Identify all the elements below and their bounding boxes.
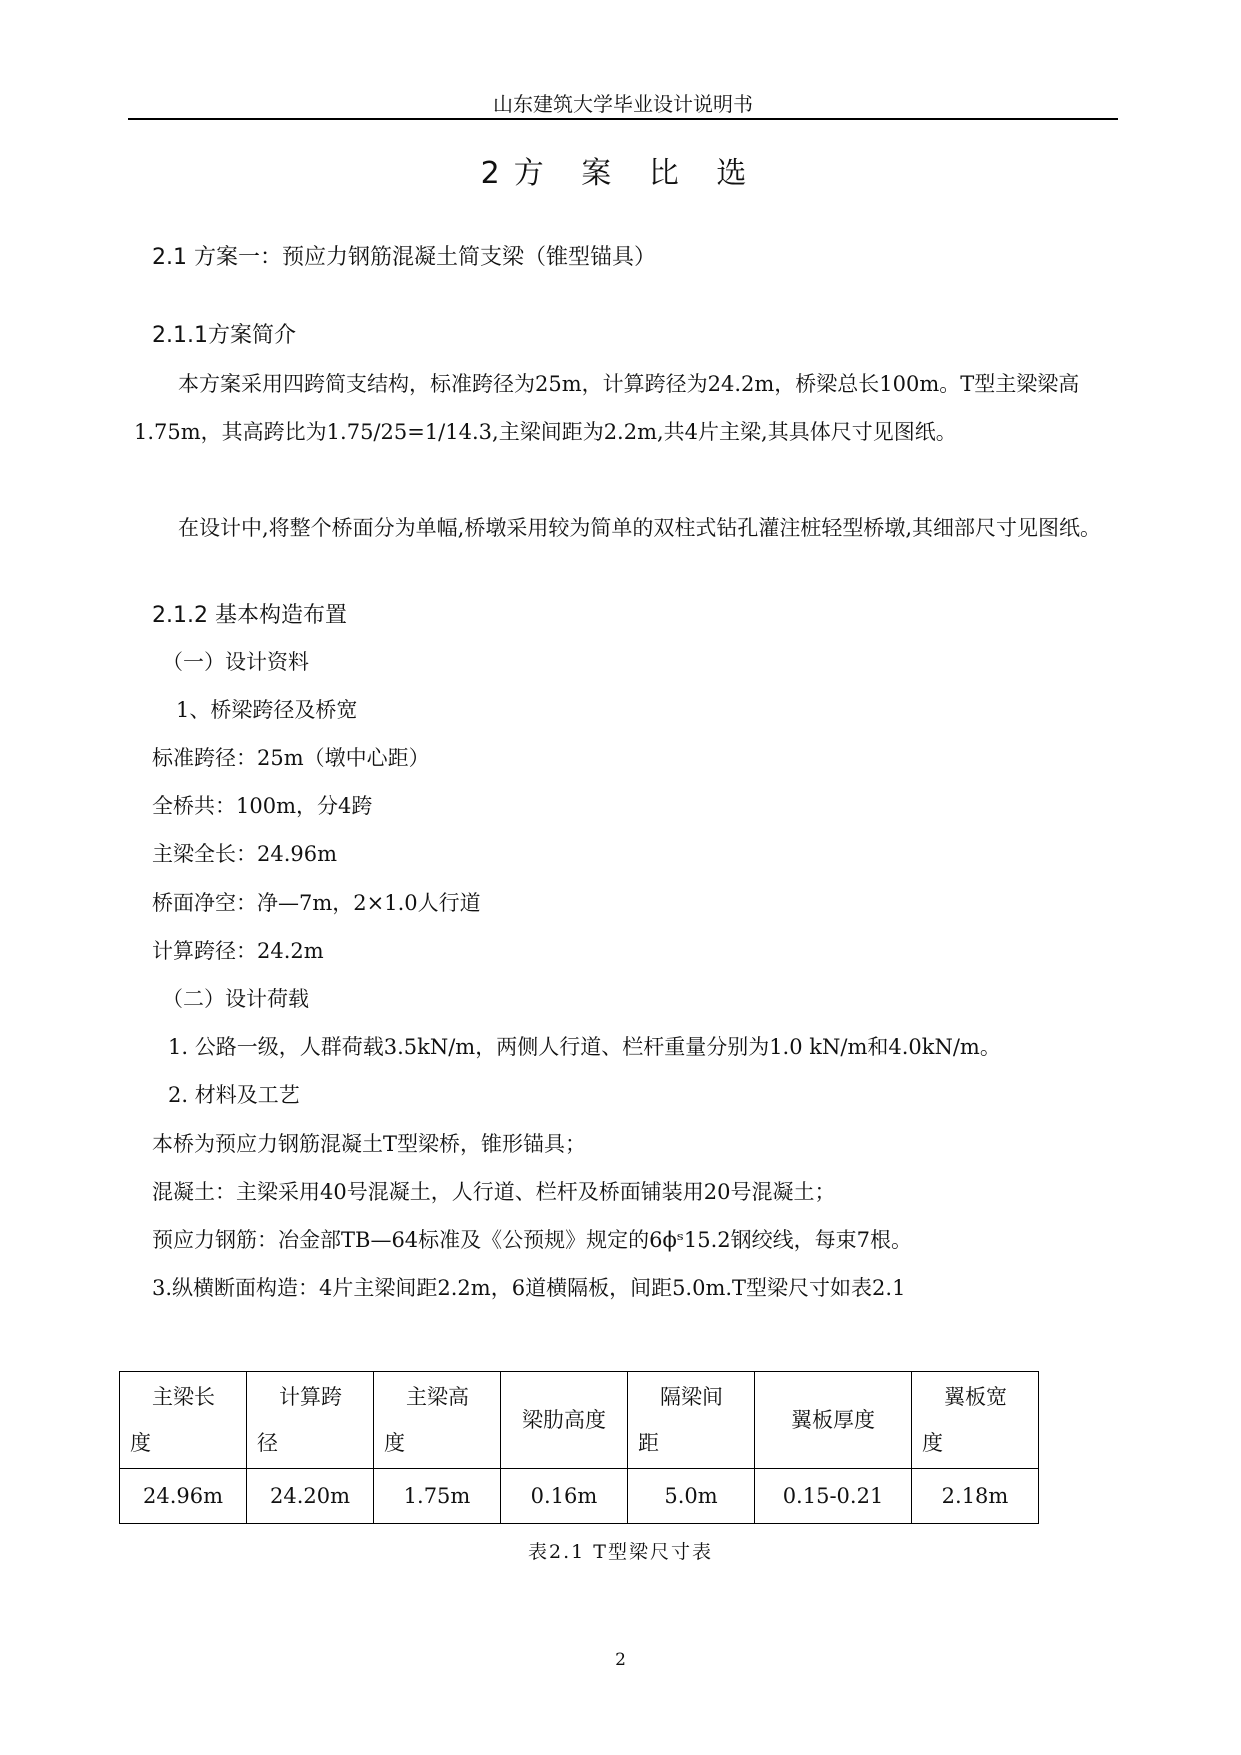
subsection-heading-2: 2.1.2 基本构造布置 [152, 603, 347, 628]
table-cell: 24.20m [247, 1469, 374, 1524]
table-header-cell: 主梁长 度 [120, 1372, 247, 1469]
list-line: 1. 公路一级，人群荷载3.5kN/m，两侧人行道、栏杆重量分别为1.0 kN/m和4.0kN/m。 [168, 1035, 1001, 1059]
table-header-cell: 翼板宽 度 [912, 1372, 1039, 1469]
list-line: 桥面净空：净—7m，2×1.0人行道 [152, 891, 481, 915]
table-header-cell: 计算跨 径 [247, 1372, 374, 1469]
paragraph-intro: 本方案采用四跨简支结构，标准跨径为25m，计算跨径为24.2m，桥梁总长100m。T型主梁梁高1.75m，其高跨比为1.75/25=1/14.3,主梁间距为2.2m,共4片主梁,其具体尺寸见图纸。 [134, 372, 1080, 444]
table-cell: 0.16m [501, 1469, 628, 1524]
table-row [120, 1469, 1039, 1524]
section-heading: 2.1 方案一：预应力钢筋混凝土简支梁（锥型锚具） [152, 245, 656, 270]
table-cell: 1.75m [374, 1469, 501, 1524]
subsection-heading-1: 2.1.1方案简介 [152, 323, 296, 348]
list-line: 3.纵横断面构造：4片主梁间距2.2m，6道横隔板，间距5.0m.T型梁尺寸如表2.1 [152, 1276, 906, 1300]
list-line: 1、桥梁跨径及桥宽 [176, 698, 358, 722]
page-number: 2 [615, 1650, 626, 1670]
paragraph-design: 在设计中,将整个桥面分为单幅,桥墩采用较为简单的双柱式钻孔灌注桩轻型桥墩,其细部尺寸见图纸。 [178, 516, 1102, 540]
table-header-row [120, 1372, 1039, 1469]
table-cell: 0.15-0.21 [755, 1469, 912, 1524]
table-caption: 表2.1 T型梁尺寸表 [528, 1541, 713, 1563]
list-line: 标准跨径：25m（墩中心距） [152, 746, 430, 770]
page-header: 山东建筑大学毕业设计说明书 [493, 92, 753, 116]
beam-dimensions-table [119, 1371, 1039, 1524]
table-cell: 24.96m [120, 1469, 247, 1524]
list-line: （二）设计荷载 [162, 987, 309, 1011]
list-line: 本桥为预应力钢筋混凝土T型梁桥，锥形锚具； [152, 1132, 587, 1156]
list-line: 全桥共：100m，分4跨 [152, 794, 373, 818]
chapter-title: 2方 案 比 选 [480, 156, 761, 191]
list-line: 2. 材料及工艺 [168, 1083, 300, 1107]
list-line: （一）设计资料 [162, 650, 309, 674]
list-line: 计算跨径：24.2m [152, 939, 324, 963]
list-line: 混凝土：主梁采用40号混凝土，人行道、栏杆及桥面铺装用20号混凝土； [152, 1180, 836, 1204]
list-line: 主梁全长：24.96m [152, 842, 338, 866]
table-header-cell: 翼板厚度 [755, 1372, 912, 1469]
list-line: 预应力钢筋：冶金部TB—64标准及《公预规》规定的6ϕˢ15.2钢绞线，每束7根。 [152, 1228, 913, 1252]
table-header-cell: 隔梁间 距 [628, 1372, 755, 1469]
table-header-cell: 主梁高 度 [374, 1372, 501, 1469]
table-cell: 5.0m [628, 1469, 755, 1524]
table-header-cell: 梁肋高度 [501, 1372, 628, 1469]
table-cell: 2.18m [912, 1469, 1039, 1524]
header-rule [128, 118, 1118, 120]
